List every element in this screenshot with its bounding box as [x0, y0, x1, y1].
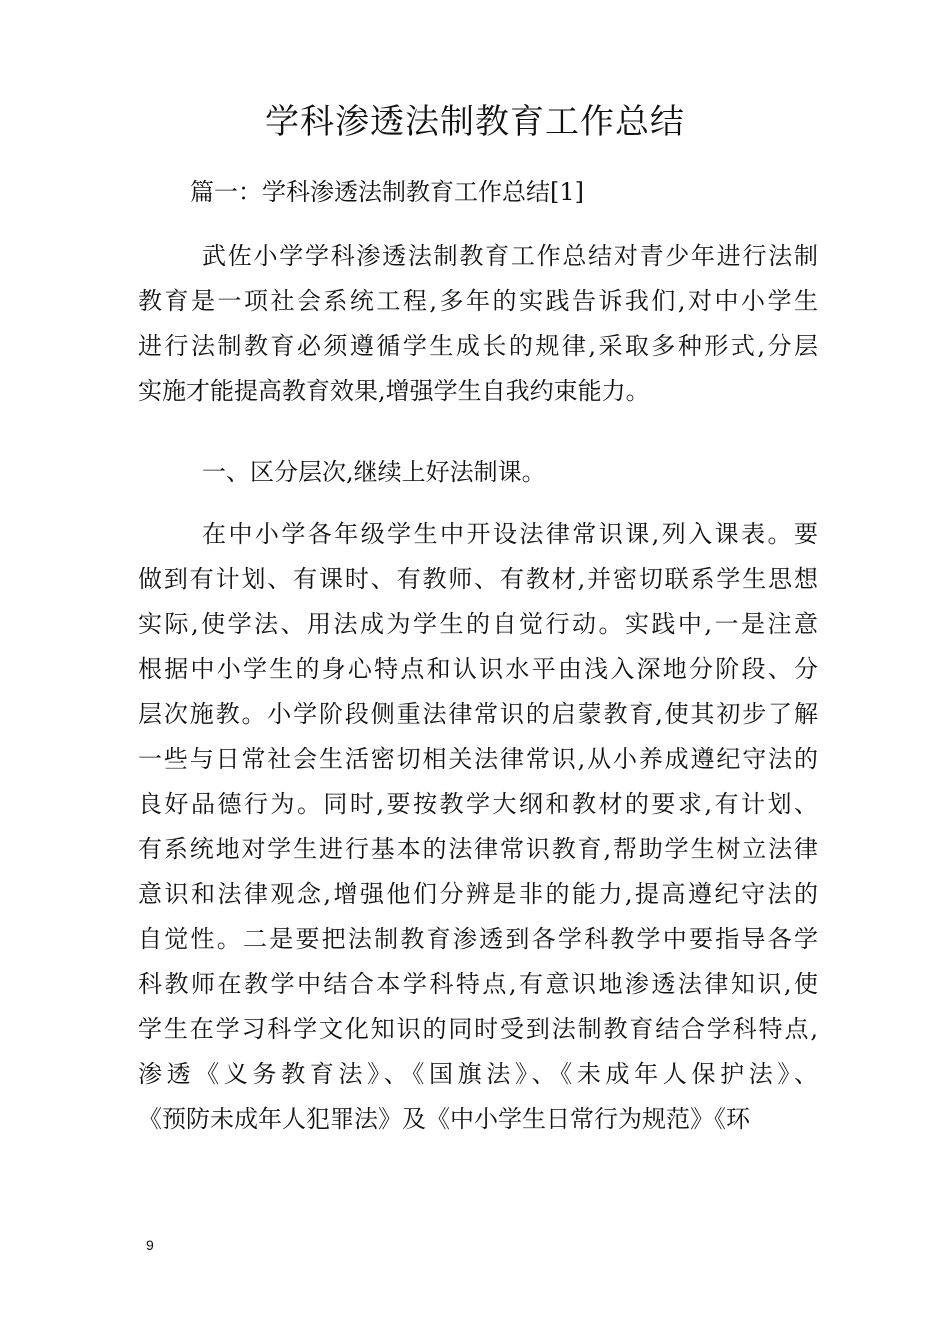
paragraph-line: 良好品德行为。同时,要按教学大纲和教材的要求,有计划、 [138, 790, 818, 818]
paragraph-line: 实施才能提高教育效果,增强学生自我约束能力。 [138, 377, 650, 405]
paragraph-line: 实际,使学法、用法成为学生的自觉行动。实践中,一是注意 [138, 610, 818, 638]
paragraph-intro [138, 234, 818, 414]
paragraph-line: 在中小学各年级学生中开设法律常识课,列入课表。要 [202, 520, 818, 548]
paragraph-line: 层次施教。小学阶段侧重法律常识的启蒙教育,使其初步了解 [138, 700, 818, 728]
document-title: 学科渗透法制教育工作总结 [265, 102, 685, 142]
paragraph-line: 进行法制教育必须遵循学生成长的规律,采取多种形式,分层 [138, 332, 818, 360]
paragraph-line: 武佐小学学科渗透法制教育工作总结对青少年进行法制 [202, 242, 818, 270]
paragraph-body [138, 512, 818, 1142]
document-subtitle: 篇一：学科渗透法制教育工作总结[1] [190, 178, 584, 206]
section-heading-text: 一、区分层次,继续上好法制课。 [202, 458, 546, 486]
paragraph-line: 根据中小学生的身心特点和认识水平由浅入深地分阶段、分 [138, 655, 818, 683]
paragraph-line: 渗透《义务教育法》、《国旗法》、《未成年人保护法》、 [138, 1060, 818, 1088]
paragraph-line: 意识和法律观念,增强他们分辨是非的能力,提高遵纪守法的 [138, 880, 818, 908]
paragraph-line: 《预防未成年人犯罪法》及《中小学生日常行为规范》《环 [138, 1105, 750, 1133]
paragraph-line: 有系统地对学生进行基本的法律常识教育,帮助学生树立法律 [138, 835, 818, 863]
paragraph-line: 教育是一项社会系统工程,多年的实践告诉我们,对中小学生 [138, 287, 818, 315]
paragraph-line: 学生在学习科学文化知识的同时受到法制教育结合学科特点, [138, 1015, 818, 1043]
page-number: 9 [146, 1237, 154, 1253]
paragraph-line: 做到有计划、有课时、有教师、有教材,并密切联系学生思想 [138, 565, 818, 593]
paragraph-line: 科教师在教学中结合本学科特点,有意识地渗透法律知识,使 [138, 970, 818, 998]
paragraph-line: 一些与日常社会生活密切相关法律常识,从小养成遵纪守法的 [138, 745, 818, 773]
paragraph-line: 自觉性。二是要把法制教育渗透到各学科教学中要指导各学 [138, 925, 818, 953]
section-heading [138, 450, 818, 495]
